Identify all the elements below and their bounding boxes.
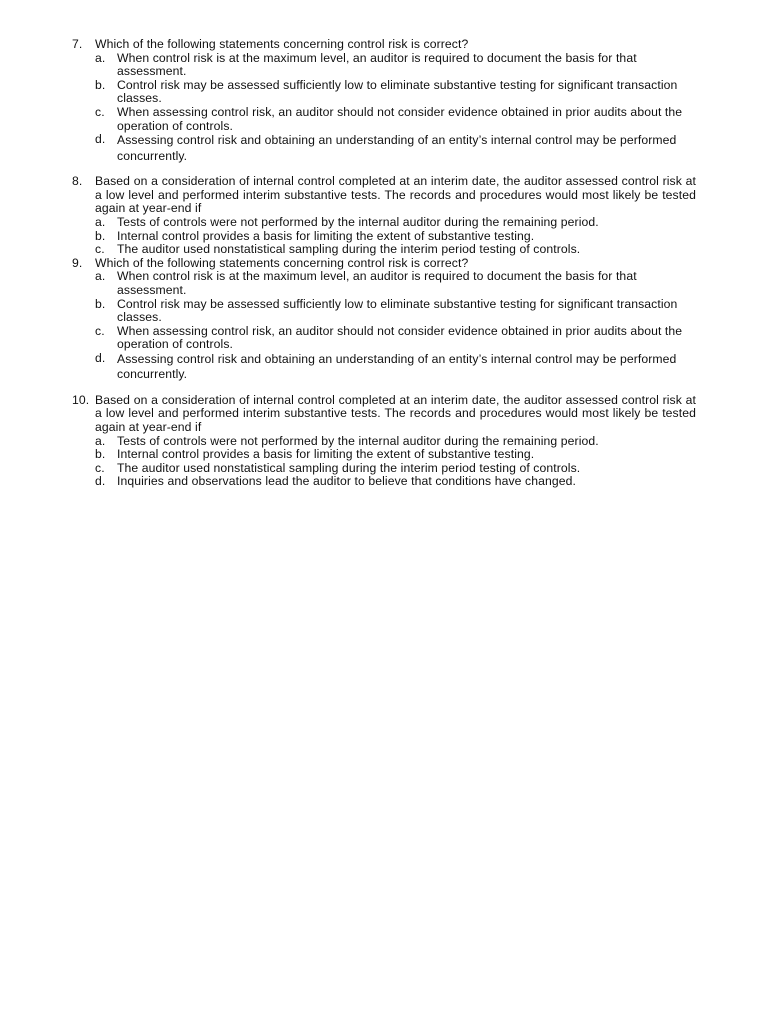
choice-a (95, 52, 696, 79)
choice-text: Internal control provides a basis for limiting the extent of substantive testing. (117, 447, 535, 462)
choice-text: Internal control provides a basis for limiting the extent of substantive testing. (117, 228, 535, 243)
question-stem: Based on a consideration of internal control completed at an interim date, the auditor assessed control risk at a low level and performed interim substantive tests. The records and procedures would most likely be tested again at year-end if (95, 174, 696, 216)
choice-text: When assessing control risk, an auditor should not consider evidence obtained in prior audits about the operation of controls. (117, 323, 683, 352)
choice-text: Tests of controls were not performed by the internal auditor during the remaining period. (117, 214, 599, 229)
choice-c (95, 106, 696, 133)
question-number: 8. (72, 174, 83, 189)
choice-letter: d. (95, 350, 106, 365)
question-stem: Which of the following statements concerning control risk is correct? (95, 37, 469, 51)
choice-d (95, 133, 696, 164)
choice-c (95, 462, 696, 476)
choice-letter: b. (95, 77, 106, 92)
question-9 (72, 257, 696, 383)
question-10 (72, 394, 696, 489)
choice-text: Assessing control risk and obtaining an understanding of an entity’s internal control may be performed concurrently. (117, 133, 677, 163)
choice-c (95, 243, 696, 257)
question-7 (72, 38, 696, 164)
choice-letter: d. (95, 474, 106, 489)
choice-text: Assessing control risk and obtaining an understanding of an entity’s internal control may be performed concurrently. (117, 351, 677, 382)
choice-text: When control risk is at the maximum level, an auditor is required to document the basis for that assessment. (117, 50, 637, 79)
choice-a (95, 216, 696, 230)
choice-letter: a. (95, 214, 106, 229)
question-number: 7. (72, 37, 83, 51)
choice-letter: c. (95, 323, 105, 338)
choice-a (95, 270, 696, 297)
choice-letter: d. (95, 132, 106, 147)
document-page (72, 38, 696, 489)
choice-text: Inquiries and observations lead the auditor to believe that conditions have changed. (117, 474, 576, 489)
choice-letter: c. (95, 242, 105, 257)
choice-letter: c. (95, 460, 105, 475)
choice-b (95, 230, 696, 244)
question-body (95, 394, 696, 489)
question-body (95, 175, 696, 257)
choice-d (95, 475, 696, 489)
choice-text: Control risk may be assessed sufficiently low to eliminate substantive testing for significant transaction classes. (117, 296, 678, 325)
question-stem: Based on a consideration of internal control completed at an interim date, the auditor assessed control risk at a low level and performed interim substantive tests. The records and procedures would most likely be tested again at year-end if (95, 392, 696, 435)
choice-a (95, 435, 696, 449)
question-stem: Which of the following statements concerning control risk is correct? (95, 255, 469, 270)
question-body (95, 38, 696, 164)
choice-d (95, 352, 696, 383)
choice-b (95, 448, 696, 462)
choice-b (95, 298, 696, 325)
choice-text: The auditor used nonstatistical sampling during the interim period testing of controls. (117, 242, 581, 257)
choice-b (95, 79, 696, 106)
choice-text: Control risk may be assessed sufficiently low to eliminate substantive testing for significant transaction classes. (117, 77, 678, 106)
choice-letter: a. (95, 433, 106, 448)
question-number: 10. (72, 392, 90, 407)
choice-text: When assessing control risk, an auditor should not consider evidence obtained in prior audits about the operation of controls. (117, 104, 683, 133)
choice-c (95, 325, 696, 352)
choice-letter: c. (95, 104, 105, 119)
choice-letter: b. (95, 296, 106, 311)
choice-letter: a. (95, 50, 106, 65)
choice-text: Tests of controls were not performed by the internal auditor during the remaining period. (117, 433, 599, 448)
choice-letter: a. (95, 269, 106, 284)
choice-letter: b. (95, 228, 106, 243)
choice-text: The auditor used nonstatistical sampling during the interim period testing of controls. (117, 460, 581, 475)
choice-text: When control risk is at the maximum level, an auditor is required to document the basis for that assessment. (117, 269, 637, 297)
question-8 (72, 175, 696, 257)
question-number: 9. (72, 255, 83, 270)
choice-letter: b. (95, 447, 106, 462)
question-body (95, 257, 696, 383)
